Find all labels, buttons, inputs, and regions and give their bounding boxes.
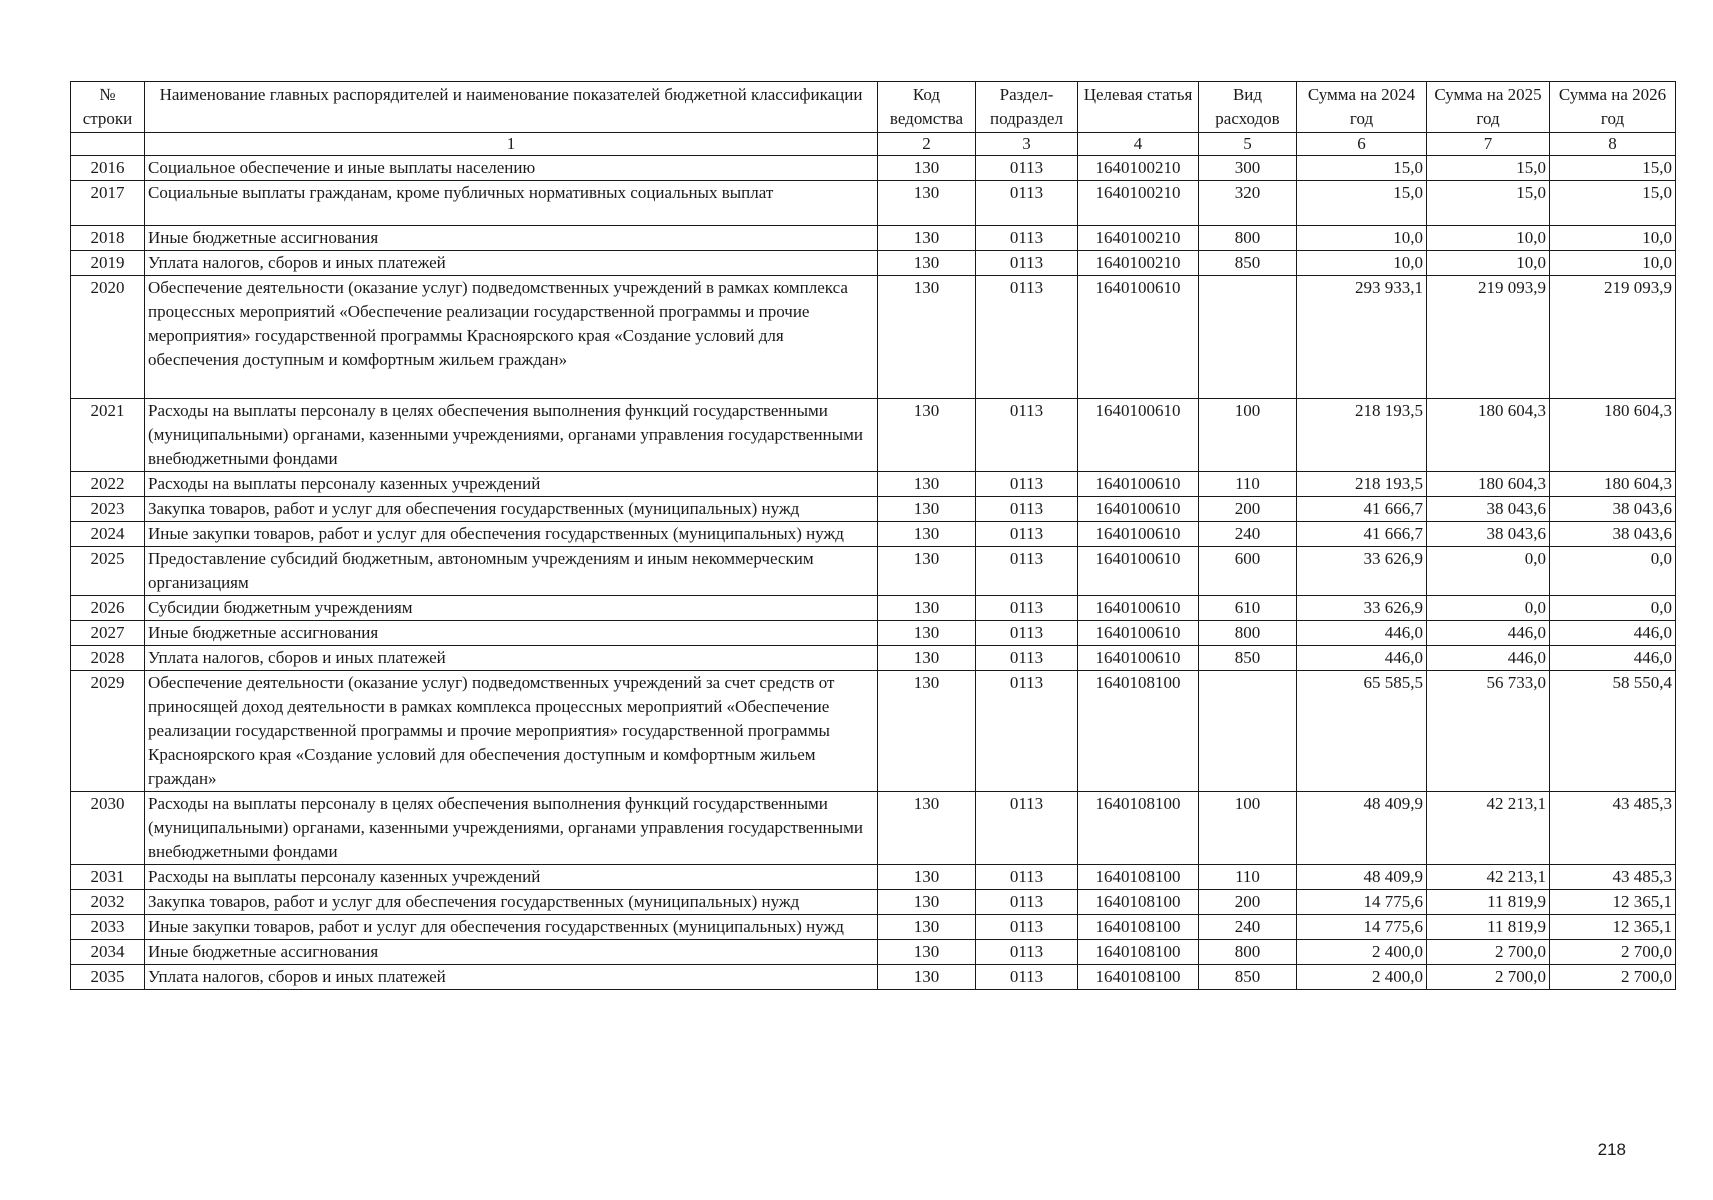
row-number: 2035 — [71, 965, 145, 990]
row-expense-type: 100 — [1199, 792, 1297, 865]
column-number — [71, 133, 145, 156]
row-section: 0113 — [976, 226, 1078, 251]
row-target-article: 1640108100 — [1078, 671, 1199, 792]
row-number: 2025 — [71, 547, 145, 596]
row-sum-2024: 41 666,7 — [1297, 497, 1427, 522]
row-sum-2026: 180 604,3 — [1550, 399, 1676, 472]
row-name: Закупка товаров, работ и услуг для обеспечения государственных (муниципальных) нужд — [145, 497, 878, 522]
row-section: 0113 — [976, 646, 1078, 671]
row-sum-2026: 446,0 — [1550, 646, 1676, 671]
row-dept-code: 130 — [878, 156, 976, 181]
row-target-article: 1640108100 — [1078, 890, 1199, 915]
row-section: 0113 — [976, 915, 1078, 940]
row-dept-code: 130 — [878, 251, 976, 276]
row-sum-2026: 12 365,1 — [1550, 915, 1676, 940]
table-body — [71, 156, 1676, 990]
row-dept-code: 130 — [878, 399, 976, 472]
row-section: 0113 — [976, 940, 1078, 965]
table-header — [71, 82, 1676, 156]
header-sum-2025: Сумма на 2025 год — [1427, 82, 1550, 133]
row-section: 0113 — [976, 497, 1078, 522]
row-dept-code: 130 — [878, 522, 976, 547]
row-expense-type: 200 — [1199, 497, 1297, 522]
row-sum-2025: 180 604,3 — [1427, 399, 1550, 472]
row-expense-type: 600 — [1199, 547, 1297, 596]
row-section: 0113 — [976, 251, 1078, 276]
row-target-article: 1640100210 — [1078, 156, 1199, 181]
row-expense-type: 800 — [1199, 226, 1297, 251]
header-section: Раздел-подраздел — [976, 82, 1078, 133]
row-name: Расходы на выплаты персоналу казенных учреждений — [145, 472, 878, 497]
row-name: Обеспечение деятельности (оказание услуг) подведомственных учреждений в рамках комплекса процессных мероприятий «Обеспечение реализации государственной программы и прочие мероприятия» государственной программы Красноярского края «Создание условий для обеспечения доступным и комфортным жильем граждан» — [145, 276, 878, 399]
row-sum-2025: 15,0 — [1427, 181, 1550, 226]
table-row — [71, 915, 1676, 940]
column-number: 5 — [1199, 133, 1297, 156]
row-sum-2026: 10,0 — [1550, 226, 1676, 251]
table-row — [71, 940, 1676, 965]
row-sum-2024: 14 775,6 — [1297, 890, 1427, 915]
row-sum-2024: 14 775,6 — [1297, 915, 1427, 940]
row-dept-code: 130 — [878, 621, 976, 646]
column-number: 3 — [976, 133, 1078, 156]
row-section: 0113 — [976, 276, 1078, 399]
column-number: 7 — [1427, 133, 1550, 156]
table-row — [71, 251, 1676, 276]
row-target-article: 1640100210 — [1078, 251, 1199, 276]
row-sum-2024: 10,0 — [1297, 226, 1427, 251]
row-expense-type: 240 — [1199, 522, 1297, 547]
row-sum-2024: 293 933,1 — [1297, 276, 1427, 399]
row-target-article: 1640108100 — [1078, 965, 1199, 990]
row-target-article: 1640108100 — [1078, 792, 1199, 865]
row-expense-type: 800 — [1199, 621, 1297, 646]
table-row — [71, 547, 1676, 596]
row-sum-2026: 38 043,6 — [1550, 497, 1676, 522]
row-expense-type: 850 — [1199, 251, 1297, 276]
row-sum-2024: 41 666,7 — [1297, 522, 1427, 547]
row-section: 0113 — [976, 522, 1078, 547]
row-sum-2024: 15,0 — [1297, 156, 1427, 181]
row-sum-2025: 11 819,9 — [1427, 890, 1550, 915]
row-dept-code: 130 — [878, 671, 976, 792]
row-number: 2032 — [71, 890, 145, 915]
row-name: Расходы на выплаты персоналу в целях обеспечения выполнения функций государственными (муниципальными) органами, казенными учреждениями, органами управления государственными внебюджетными фондами — [145, 399, 878, 472]
row-name: Иные бюджетные ассигнования — [145, 621, 878, 646]
row-expense-type: 610 — [1199, 596, 1297, 621]
row-target-article: 1640100610 — [1078, 621, 1199, 646]
header-sum-2026: Сумма на 2026 год — [1550, 82, 1676, 133]
row-dept-code: 130 — [878, 890, 976, 915]
table-row — [71, 621, 1676, 646]
row-number: 2029 — [71, 671, 145, 792]
row-dept-code: 130 — [878, 792, 976, 865]
row-dept-code: 130 — [878, 915, 976, 940]
row-sum-2026: 38 043,6 — [1550, 522, 1676, 547]
row-sum-2024: 446,0 — [1297, 646, 1427, 671]
row-sum-2026: 58 550,4 — [1550, 671, 1676, 792]
row-number: 2016 — [71, 156, 145, 181]
table-row — [71, 226, 1676, 251]
row-expense-type: 100 — [1199, 399, 1297, 472]
row-sum-2025: 42 213,1 — [1427, 792, 1550, 865]
header-target-article: Целевая статья — [1078, 82, 1199, 133]
row-dept-code: 130 — [878, 226, 976, 251]
row-name: Предоставление субсидий бюджетным, автономным учреждениям и иным некоммерческим организациям — [145, 547, 878, 596]
table-row — [71, 890, 1676, 915]
table-row — [71, 965, 1676, 990]
row-sum-2024: 218 193,5 — [1297, 472, 1427, 497]
table-row — [71, 181, 1676, 226]
row-name: Социальное обеспечение и иные выплаты населению — [145, 156, 878, 181]
row-target-article: 1640108100 — [1078, 865, 1199, 890]
row-sum-2025: 38 043,6 — [1427, 497, 1550, 522]
column-number: 4 — [1078, 133, 1199, 156]
row-sum-2025: 180 604,3 — [1427, 472, 1550, 497]
row-sum-2026: 10,0 — [1550, 251, 1676, 276]
row-dept-code: 130 — [878, 965, 976, 990]
header-row — [71, 82, 1676, 133]
row-sum-2025: 0,0 — [1427, 596, 1550, 621]
row-number: 2024 — [71, 522, 145, 547]
row-sum-2024: 2 400,0 — [1297, 965, 1427, 990]
row-expense-type: 240 — [1199, 915, 1297, 940]
row-dept-code: 130 — [878, 940, 976, 965]
header-sum-2024: Сумма на 2024 год — [1297, 82, 1427, 133]
row-sum-2026: 43 485,3 — [1550, 865, 1676, 890]
row-target-article: 1640108100 — [1078, 915, 1199, 940]
row-sum-2026: 180 604,3 — [1550, 472, 1676, 497]
row-sum-2026: 0,0 — [1550, 596, 1676, 621]
table-row — [71, 522, 1676, 547]
table-row — [71, 399, 1676, 472]
row-sum-2026: 12 365,1 — [1550, 890, 1676, 915]
row-sum-2025: 11 819,9 — [1427, 915, 1550, 940]
row-expense-type: 110 — [1199, 472, 1297, 497]
row-number: 2033 — [71, 915, 145, 940]
row-dept-code: 130 — [878, 646, 976, 671]
row-name: Обеспечение деятельности (оказание услуг) подведомственных учреждений за счет средств от приносящей доход деятельности в рамках комплекса процессных мероприятий «Обеспечение реализации государственной программы и прочие мероприятия» государственной программы Красноярского края «Создание условий для обеспечения доступным и комфортным жильем граждан» — [145, 671, 878, 792]
row-target-article: 1640100610 — [1078, 547, 1199, 596]
row-sum-2026: 446,0 — [1550, 621, 1676, 646]
row-number: 2023 — [71, 497, 145, 522]
row-section: 0113 — [976, 596, 1078, 621]
row-name: Уплата налогов, сборов и иных платежей — [145, 965, 878, 990]
row-number: 2017 — [71, 181, 145, 226]
row-expense-type: 110 — [1199, 865, 1297, 890]
row-sum-2024: 218 193,5 — [1297, 399, 1427, 472]
row-name: Закупка товаров, работ и услуг для обеспечения государственных (муниципальных) нужд — [145, 890, 878, 915]
row-section: 0113 — [976, 792, 1078, 865]
row-sum-2026: 2 700,0 — [1550, 965, 1676, 990]
row-sum-2025: 2 700,0 — [1427, 965, 1550, 990]
row-name: Уплата налогов, сборов и иных платежей — [145, 646, 878, 671]
row-sum-2024: 15,0 — [1297, 181, 1427, 226]
row-expense-type: 800 — [1199, 940, 1297, 965]
row-sum-2026: 0,0 — [1550, 547, 1676, 596]
row-number: 2021 — [71, 399, 145, 472]
row-target-article: 1640100610 — [1078, 399, 1199, 472]
column-number: 6 — [1297, 133, 1427, 156]
row-section: 0113 — [976, 181, 1078, 226]
table-row — [71, 596, 1676, 621]
column-number: 1 — [145, 133, 878, 156]
row-section: 0113 — [976, 965, 1078, 990]
row-number: 2022 — [71, 472, 145, 497]
row-sum-2024: 10,0 — [1297, 251, 1427, 276]
row-expense-type: 850 — [1199, 965, 1297, 990]
row-sum-2025: 42 213,1 — [1427, 865, 1550, 890]
row-sum-2026: 219 093,9 — [1550, 276, 1676, 399]
table-row — [71, 792, 1676, 865]
row-section: 0113 — [976, 547, 1078, 596]
row-sum-2024: 33 626,9 — [1297, 547, 1427, 596]
row-sum-2025: 15,0 — [1427, 156, 1550, 181]
row-number: 2019 — [71, 251, 145, 276]
row-sum-2026: 2 700,0 — [1550, 940, 1676, 965]
budget-table — [70, 81, 1676, 990]
row-sum-2025: 10,0 — [1427, 226, 1550, 251]
row-sum-2025: 10,0 — [1427, 251, 1550, 276]
row-target-article: 1640100210 — [1078, 181, 1199, 226]
row-dept-code: 130 — [878, 596, 976, 621]
row-expense-type: 850 — [1199, 646, 1297, 671]
row-section: 0113 — [976, 865, 1078, 890]
row-sum-2024: 446,0 — [1297, 621, 1427, 646]
row-name: Иные закупки товаров, работ и услуг для обеспечения государственных (муниципальных) нужд — [145, 915, 878, 940]
row-section: 0113 — [976, 399, 1078, 472]
row-section: 0113 — [976, 472, 1078, 497]
table-row — [71, 472, 1676, 497]
row-expense-type — [1199, 671, 1297, 792]
row-name: Иные закупки товаров, работ и услуг для обеспечения государственных (муниципальных) нужд — [145, 522, 878, 547]
row-expense-type: 200 — [1199, 890, 1297, 915]
row-section: 0113 — [976, 890, 1078, 915]
row-sum-2025: 2 700,0 — [1427, 940, 1550, 965]
header-name: Наименование главных распорядителей и наименование показателей бюджетной классификации — [145, 82, 878, 133]
row-name: Социальные выплаты гражданам, кроме публичных нормативных социальных выплат — [145, 181, 878, 226]
row-expense-type: 320 — [1199, 181, 1297, 226]
row-sum-2024: 33 626,9 — [1297, 596, 1427, 621]
row-target-article: 1640100610 — [1078, 646, 1199, 671]
row-target-article: 1640100610 — [1078, 596, 1199, 621]
row-section: 0113 — [976, 621, 1078, 646]
row-sum-2024: 48 409,9 — [1297, 792, 1427, 865]
row-target-article: 1640100610 — [1078, 276, 1199, 399]
row-target-article: 1640100610 — [1078, 497, 1199, 522]
row-sum-2025: 446,0 — [1427, 621, 1550, 646]
row-dept-code: 130 — [878, 472, 976, 497]
row-number: 2020 — [71, 276, 145, 399]
header-dept-code: Код ведомства — [878, 82, 976, 133]
table-row — [71, 276, 1676, 399]
row-dept-code: 130 — [878, 497, 976, 522]
table-row — [71, 646, 1676, 671]
row-sum-2026: 43 485,3 — [1550, 792, 1676, 865]
row-dept-code: 130 — [878, 181, 976, 226]
row-target-article: 1640100610 — [1078, 522, 1199, 547]
header-expense-type: Вид расходов — [1199, 82, 1297, 133]
row-sum-2025: 38 043,6 — [1427, 522, 1550, 547]
column-number: 2 — [878, 133, 976, 156]
row-name: Расходы на выплаты персоналу в целях обеспечения выполнения функций государственными (муниципальными) органами, казенными учреждениями, органами управления государственными внебюджетными фондами — [145, 792, 878, 865]
row-target-article: 1640100610 — [1078, 472, 1199, 497]
row-sum-2025: 446,0 — [1427, 646, 1550, 671]
row-number: 2031 — [71, 865, 145, 890]
page-number: 218 — [1597, 1140, 1626, 1159]
table-row — [71, 497, 1676, 522]
column-number-row — [71, 133, 1676, 156]
row-name: Субсидии бюджетным учреждениям — [145, 596, 878, 621]
row-name: Расходы на выплаты персоналу казенных учреждений — [145, 865, 878, 890]
row-sum-2025: 0,0 — [1427, 547, 1550, 596]
row-dept-code: 130 — [878, 547, 976, 596]
row-name: Иные бюджетные ассигнования — [145, 226, 878, 251]
row-sum-2024: 65 585,5 — [1297, 671, 1427, 792]
header-row-no: № строки — [71, 82, 145, 133]
row-number: 2030 — [71, 792, 145, 865]
row-dept-code: 130 — [878, 865, 976, 890]
table-row — [71, 156, 1676, 181]
row-expense-type — [1199, 276, 1297, 399]
row-sum-2026: 15,0 — [1550, 181, 1676, 226]
row-section: 0113 — [976, 156, 1078, 181]
row-dept-code: 130 — [878, 276, 976, 399]
row-number: 2026 — [71, 596, 145, 621]
row-sum-2024: 2 400,0 — [1297, 940, 1427, 965]
table-row — [71, 865, 1676, 890]
row-number: 2034 — [71, 940, 145, 965]
row-expense-type: 300 — [1199, 156, 1297, 181]
column-number: 8 — [1550, 133, 1676, 156]
row-number: 2028 — [71, 646, 145, 671]
row-sum-2026: 15,0 — [1550, 156, 1676, 181]
row-section: 0113 — [976, 671, 1078, 792]
row-number: 2027 — [71, 621, 145, 646]
row-sum-2025: 56 733,0 — [1427, 671, 1550, 792]
row-target-article: 1640108100 — [1078, 940, 1199, 965]
row-sum-2024: 48 409,9 — [1297, 865, 1427, 890]
row-sum-2025: 219 093,9 — [1427, 276, 1550, 399]
table-row — [71, 671, 1676, 792]
row-name: Уплата налогов, сборов и иных платежей — [145, 251, 878, 276]
row-number: 2018 — [71, 226, 145, 251]
row-name: Иные бюджетные ассигнования — [145, 940, 878, 965]
row-target-article: 1640100210 — [1078, 226, 1199, 251]
